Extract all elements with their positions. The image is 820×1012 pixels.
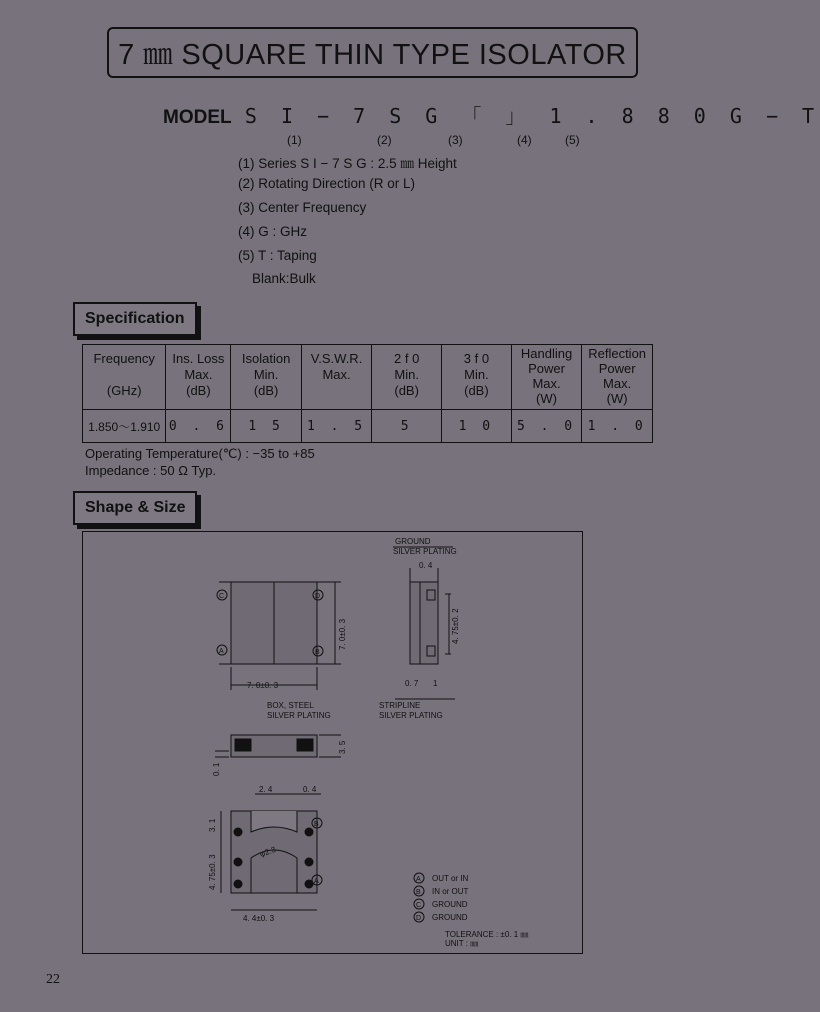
top-port-b: B	[315, 649, 320, 656]
cell-reflection-power: 1 . 0	[582, 410, 653, 443]
cell-frequency: 1.850〜1.910	[83, 410, 166, 443]
label-stripline: STRIPLINE	[379, 701, 421, 710]
legend-desc-b: IN or OUT	[432, 887, 469, 896]
model-line	[163, 100, 820, 129]
dim-bottom-04: 0. 4	[303, 785, 317, 794]
dim-bottom-44: 4. 4±0. 3	[243, 914, 275, 923]
label-silver-plating-box: SILVER PLATING	[267, 711, 331, 720]
dim-width: 7. 0±0. 3	[247, 681, 279, 690]
dim-bottom-phi: φ2.3	[258, 844, 278, 859]
cell-2f0: 5	[372, 410, 442, 443]
cell-isolation: 1 5	[231, 410, 301, 443]
dim-side-07: 0. 7	[405, 679, 419, 688]
dim-side-1: 1	[433, 679, 438, 688]
dim-bottom-475: 4. 75±0. 3	[208, 854, 217, 890]
dim-front-35: 3. 5	[338, 740, 347, 754]
legend-item: (3) Center Frequency	[238, 200, 367, 215]
page-title: 7 ㎜ SQUARE THIN TYPE ISOLATOR	[107, 27, 638, 78]
col-vswr: V.S.W.R. Max.	[301, 345, 371, 410]
col-3f0: 3 f 0 Min. (dB)	[442, 345, 512, 410]
spec-heading: Specification	[73, 302, 197, 336]
spec-header-row	[83, 345, 653, 410]
operating-temperature: Operating Temperature(℃) : −35 to +85	[85, 446, 315, 461]
cell-handling-power: 5 . 0	[511, 410, 581, 443]
col-reflection-power: Reflection Power Max. (W)	[582, 345, 653, 410]
label-ground: GROUND	[395, 537, 431, 546]
page-number: 22	[46, 972, 60, 987]
bottom-port-b: B	[314, 821, 319, 828]
legend-port-c: C	[416, 902, 422, 909]
impedance: Impedance : 50 Ω Typ.	[85, 463, 217, 478]
model-index-1: (1)	[287, 133, 302, 147]
spec-data-row	[83, 410, 653, 443]
col-ins-loss: Ins. Loss Max. (dB)	[166, 345, 231, 410]
dim-side-475: 4. 75±0. 2	[451, 608, 460, 644]
model-index-2: (2)	[377, 133, 392, 147]
cell-ins-loss: 0 . 6	[166, 410, 231, 443]
legend-port-b: B	[416, 889, 421, 896]
col-handling-power: Handling Power Max. (W)	[511, 345, 581, 410]
legend-desc-c: GROUND	[432, 900, 468, 909]
dim-side-04: 0. 4	[419, 561, 433, 570]
dim-bottom-24: 2. 4	[259, 785, 273, 794]
legend-item: (2) Rotating Direction (R or L)	[238, 176, 416, 191]
model-code: S I − 7 S G 「 」 1 . 8 8 0 G − T	[244, 104, 820, 128]
col-2f0: 2 f 0 Min. (dB)	[372, 345, 442, 410]
legend-desc-a: OUT or IN	[432, 874, 469, 883]
legend-item: (1) Series S I − 7 S G : 2.5 ㎜ Height	[238, 156, 457, 171]
tolerance: TOLERANCE : ±0. 1 ㎜	[445, 930, 529, 939]
label-silver-plating-side: SILVER PLATING	[393, 547, 457, 556]
unit: UNIT : ㎜	[445, 939, 479, 948]
legend-item: Blank:Bulk	[252, 271, 316, 286]
drawing-svg	[83, 532, 584, 955]
model-label: MODEL	[163, 107, 232, 128]
dim-bottom-31: 3. 1	[208, 818, 217, 832]
cell-vswr: 1 . 5	[301, 410, 371, 443]
shape-heading: Shape & Size	[73, 491, 197, 525]
dim-height: 7. 0±0. 3	[338, 618, 347, 650]
cell-3f0: 1 0	[442, 410, 512, 443]
col-isolation: Isolation Min. (dB)	[231, 345, 301, 410]
legend-item: (5) T : Taping	[238, 248, 317, 263]
front-view	[215, 735, 341, 757]
legend-desc-d: GROUND	[432, 913, 468, 922]
label-box-steel: BOX, STEEL	[267, 701, 314, 710]
top-port-c: C	[219, 593, 225, 600]
model-index-4: (4)	[517, 133, 532, 147]
model-index-3: (3)	[448, 133, 463, 147]
bottom-port-a: A	[314, 878, 319, 885]
top-view	[217, 582, 341, 690]
legend-port-d: D	[416, 915, 422, 922]
top-port-a: A	[219, 648, 224, 655]
model-index-5: (5)	[565, 133, 580, 147]
label-silver-plating-strip: SILVER PLATING	[379, 711, 443, 720]
shape-drawing	[82, 531, 583, 954]
col-frequency: Frequency (GHz)	[83, 345, 166, 410]
dim-front-01: 0. 1	[212, 762, 221, 776]
legend-port-a: A	[416, 876, 421, 883]
top-port-d: D	[315, 593, 321, 600]
spec-table	[82, 344, 653, 443]
legend-item: (4) G : GHz	[238, 224, 308, 239]
